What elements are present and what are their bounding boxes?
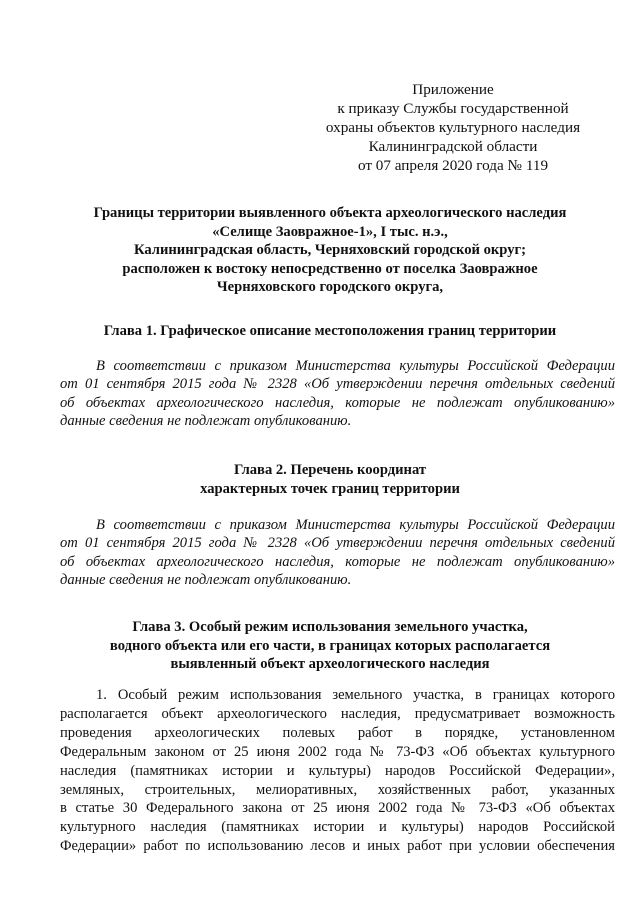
appendix-line: Приложение [412, 81, 494, 98]
chapter3-paragraph [60, 686, 615, 856]
paragraph-line: земляных, строительных, мелиоративных, хозяйственных работ, указанных [60, 781, 615, 798]
document-title [60, 204, 600, 297]
text-line: от 01 сентября 2015 года № 2328 «Об утверждении перечня отдельных сведений [60, 535, 615, 552]
heading-line: Глава 3. Особый режим использования земельного участка, [132, 619, 528, 635]
heading-line: характерных точек границ территории [200, 480, 460, 497]
text-line: от 01 сентября 2015 года № 2328 «Об утверждении перечня отдельных сведений [60, 376, 615, 393]
appendix-line: охраны объектов культурного наследия [325, 119, 581, 136]
chapter3-heading [60, 618, 600, 674]
heading-line: выявленный объект археологического наследия [170, 656, 490, 672]
text-line: В соответствии с приказом Министерства культуры Российской Федерации [96, 517, 615, 533]
title-line: «Селище Заовражное-1», I тыс. н.э., [212, 223, 448, 240]
heading-line: Глава 1. Графическое описание местоположения границ территории [103, 323, 557, 339]
paragraph-line: Федеральным законом от 25 июня 2002 года № 73-ФЗ «Об объектах культурного [60, 743, 615, 760]
paragraph-line: 1. Особый режим использования земельного участка, в границах которого [96, 687, 615, 703]
text-line: В соответствии с приказом Министерства культуры Российской Федерации [96, 358, 615, 374]
chapter1-text [60, 357, 615, 431]
chapter2-heading [60, 461, 600, 498]
appendix-line: от 07 апреля 2020 года № 119 [357, 157, 549, 174]
text-line: об объектах археологического наследия, которые не подлежат опубликованию» [60, 394, 615, 411]
text-line: данные сведения не подлежат опубликованию. [60, 413, 352, 430]
text-line: об объектах археологического наследия, которые не подлежат опубликованию» [60, 553, 615, 570]
title-line: расположен к востоку непосредственно от поселка Заовражное [122, 260, 538, 277]
chapter2-text [60, 516, 615, 590]
appendix-block [300, 80, 606, 175]
paragraph-line: Федерации» работ по использованию лесов и иных работ при условии обеспечения [60, 838, 615, 855]
appendix-line: к приказу Службы государственной [337, 100, 569, 117]
appendix-line: Калининградской области [368, 138, 538, 155]
heading-line: водного объекта или его части, в границах которых располагается [109, 637, 551, 654]
paragraph-line: располагается объект археологического наследия, предусматривает возможность [60, 705, 615, 722]
heading-line: Глава 2. Перечень координат [233, 462, 427, 478]
title-line: Границы территории выявленного объекта археологического наследия [93, 205, 567, 221]
title-line: Черняховского городского округа, [216, 279, 444, 295]
paragraph-line: в статье 30 Федерального закона от 25 июня 2002 года № 73-ФЗ «Об объектах [60, 800, 615, 817]
paragraph-line: наследия (памятниках истории и культуры) народов Российской Федерации», [60, 762, 615, 779]
title-line: Калининградская область, Черняховский городской округ; [133, 242, 527, 258]
paragraph-line: проведения археологических полевых работ в порядке, установленном [60, 724, 615, 741]
text-line: данные сведения не подлежат опубликованию. [60, 572, 352, 589]
chapter1-heading [60, 322, 600, 341]
paragraph-line: культурного наследия (памятниках истории и культуры) народов Российской [60, 819, 615, 836]
